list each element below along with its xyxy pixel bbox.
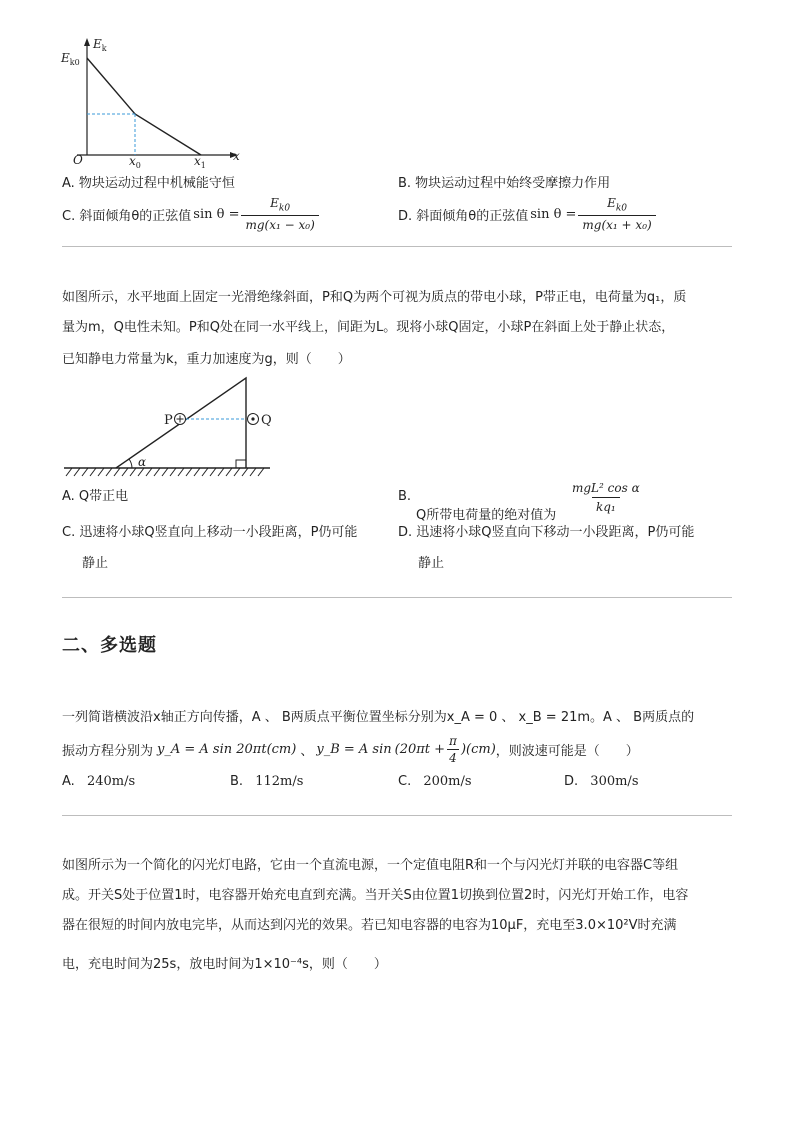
q2-stem-line2: 量为m，Q电性未知。P和Q处在同一水平线上，间距为L。现将小球Q固定，小球P在斜面上处于静止状态， — [62, 320, 675, 335]
q2-option-c-line2: 静止 — [82, 556, 109, 571]
q2-option-b-letter: B. — [398, 489, 412, 504]
q1-option-c-fraction — [241, 196, 318, 232]
q2-stem-line1: 如图所示，水平地面上固定一光滑绝缘斜面，P和Q为两个可视为质点的带电小球，P带正电，电荷量为q₁，质 — [62, 290, 687, 305]
q2-option-c[interactable] — [62, 523, 357, 574]
q2-option-b-num: mgL² cos α — [572, 481, 640, 495]
q3-option-b-text: 112m/s — [255, 774, 304, 789]
q2-option-b-text: Q所带电荷量的绝对值为 — [416, 508, 557, 523]
q2-option-d-line2: 静止 — [418, 556, 445, 571]
right-angle-mark — [236, 460, 246, 468]
q3-option-a-letter: A. — [62, 774, 75, 789]
ek-curve — [87, 58, 201, 155]
ground-hatch — [66, 468, 264, 476]
q2-stem-line3: 已知静电力常量为k，重力加速度为g，则（ ） — [62, 352, 351, 367]
divider — [62, 815, 732, 816]
q3-stem-line1: 一列简谐横波沿x轴正方向传播，A 、 B两质点平衡位置坐标分别为x_A = 0 、 x_B = 21m。A 、 B两质点的 — [62, 710, 695, 725]
q3-ya-equation: y_A = A sin 20πt(cm) — [157, 741, 297, 757]
q3-stem-line2 — [62, 733, 639, 765]
q4-stem-line4: 电，充电时间为25s，放电时间为1×10⁻⁴s，则（ ） — [62, 957, 387, 972]
q3-option-d[interactable] — [564, 772, 639, 792]
divider — [62, 246, 732, 247]
q2-option-a[interactable]: A. Q带正电 — [62, 489, 129, 504]
ball-q-label: Q — [261, 413, 272, 428]
angle-arc — [129, 459, 132, 468]
q4-stem-line3: 器在很短的时间内放电完毕，从而达到闪光的效果。若已知电容器的电容为10μF，充电至3.0×10²V时充满 — [62, 918, 677, 933]
q1-option-c-num: E — [270, 196, 279, 210]
q1-option-d-lhs: sin θ = — [530, 206, 577, 222]
q1-option-c-lhs: sin θ = — [193, 206, 240, 222]
q1-option-d-den: mg(x₁ + x₀) — [578, 215, 655, 232]
divider — [62, 597, 732, 598]
q2-option-d[interactable] — [398, 523, 694, 574]
q4-stem-line1: 如图所示为一个简化的闪光灯电路，它由一个直流电源，一个定值电阻R和一个与闪光灯并联的电容器C等组 — [62, 858, 679, 873]
q1-option-d-num-sub: k0 — [615, 203, 628, 214]
q3-yb-inner-post: )(cm) — [460, 741, 496, 757]
q1-option-c-num-sub: k0 — [278, 203, 291, 214]
q1-option-d-text: D. 斜面倾角θ的正弦值 — [398, 208, 529, 224]
q3-option-d-text: 300m/s — [590, 774, 639, 789]
q3-option-b-letter: B. — [230, 774, 244, 789]
q3-line2-prefix: 振动方程分别为 — [62, 743, 154, 759]
q1-option-c-text: C. 斜面倾角θ的正弦值 — [62, 208, 192, 224]
q1-option-b[interactable]: B. 物块运动过程中始终受摩擦力作用 — [398, 176, 611, 191]
q3-pi-over-4 — [447, 734, 459, 765]
q3-yb-inner-pre: (20πt + — [394, 741, 446, 757]
x-axis-label: x — [233, 149, 240, 163]
ek-x-graph — [55, 30, 255, 170]
y-axis-label: $E_k$ — [93, 37, 107, 53]
q1-option-c[interactable] — [62, 196, 321, 232]
q1-option-d-fraction — [578, 196, 655, 232]
q3-option-b[interactable] — [230, 772, 303, 792]
y-axis-arrow — [84, 38, 90, 46]
q3-option-d-letter: D. — [564, 774, 579, 789]
q3-four: 4 — [449, 750, 457, 765]
q2-option-b-fraction — [568, 481, 644, 514]
q3-option-a[interactable] — [62, 772, 135, 792]
q3-pi: π — [449, 733, 457, 748]
x0-label: $x_0$ — [129, 154, 141, 170]
q3-option-c[interactable] — [398, 772, 472, 792]
q2-option-d-line1: D. 迅速将小球Q竖直向下移动一小段距离，P仍可能 — [398, 525, 695, 540]
q4-stem-line2: 成。开关S处于位置1时，电容器开始充电直到充满。当开关S由位置1切换到位置2时，闪光灯开始工作，电容 — [62, 888, 689, 903]
incline-figure — [60, 372, 280, 484]
origin-label: O — [73, 153, 83, 167]
q3-line2-sep: 、 — [300, 743, 314, 759]
ball-p-label: P — [164, 413, 173, 428]
section-title: 二、多选题 — [62, 635, 157, 656]
q1-option-a[interactable]: A. 物块运动过程中机械能守恒 — [62, 176, 235, 191]
q3-line2-suffix: ，则波速可能是（ ） — [495, 743, 639, 759]
q3-option-c-text: 200m/s — [423, 774, 472, 789]
ek0-label: $E_{k0}$ — [61, 51, 80, 67]
q3-option-a-text: 240m/s — [86, 774, 136, 789]
q1-option-c-den: mg(x₁ − x₀) — [241, 215, 318, 232]
x1-label: $x_1$ — [194, 154, 206, 170]
q2-option-b-den: kq₁ — [592, 497, 620, 514]
q1-option-d[interactable] — [398, 196, 658, 232]
q2-option-c-line1: C. 迅速将小球Q竖直向上移动一小段距离，P仍可能 — [62, 525, 358, 540]
q1-option-d-num: E — [607, 196, 616, 210]
q2-option-b[interactable] — [398, 481, 718, 523]
q3-option-c-letter: C. — [398, 774, 412, 789]
angle-label: α — [138, 455, 147, 469]
q3-yb-equation: y_B = A sin — [316, 741, 392, 757]
